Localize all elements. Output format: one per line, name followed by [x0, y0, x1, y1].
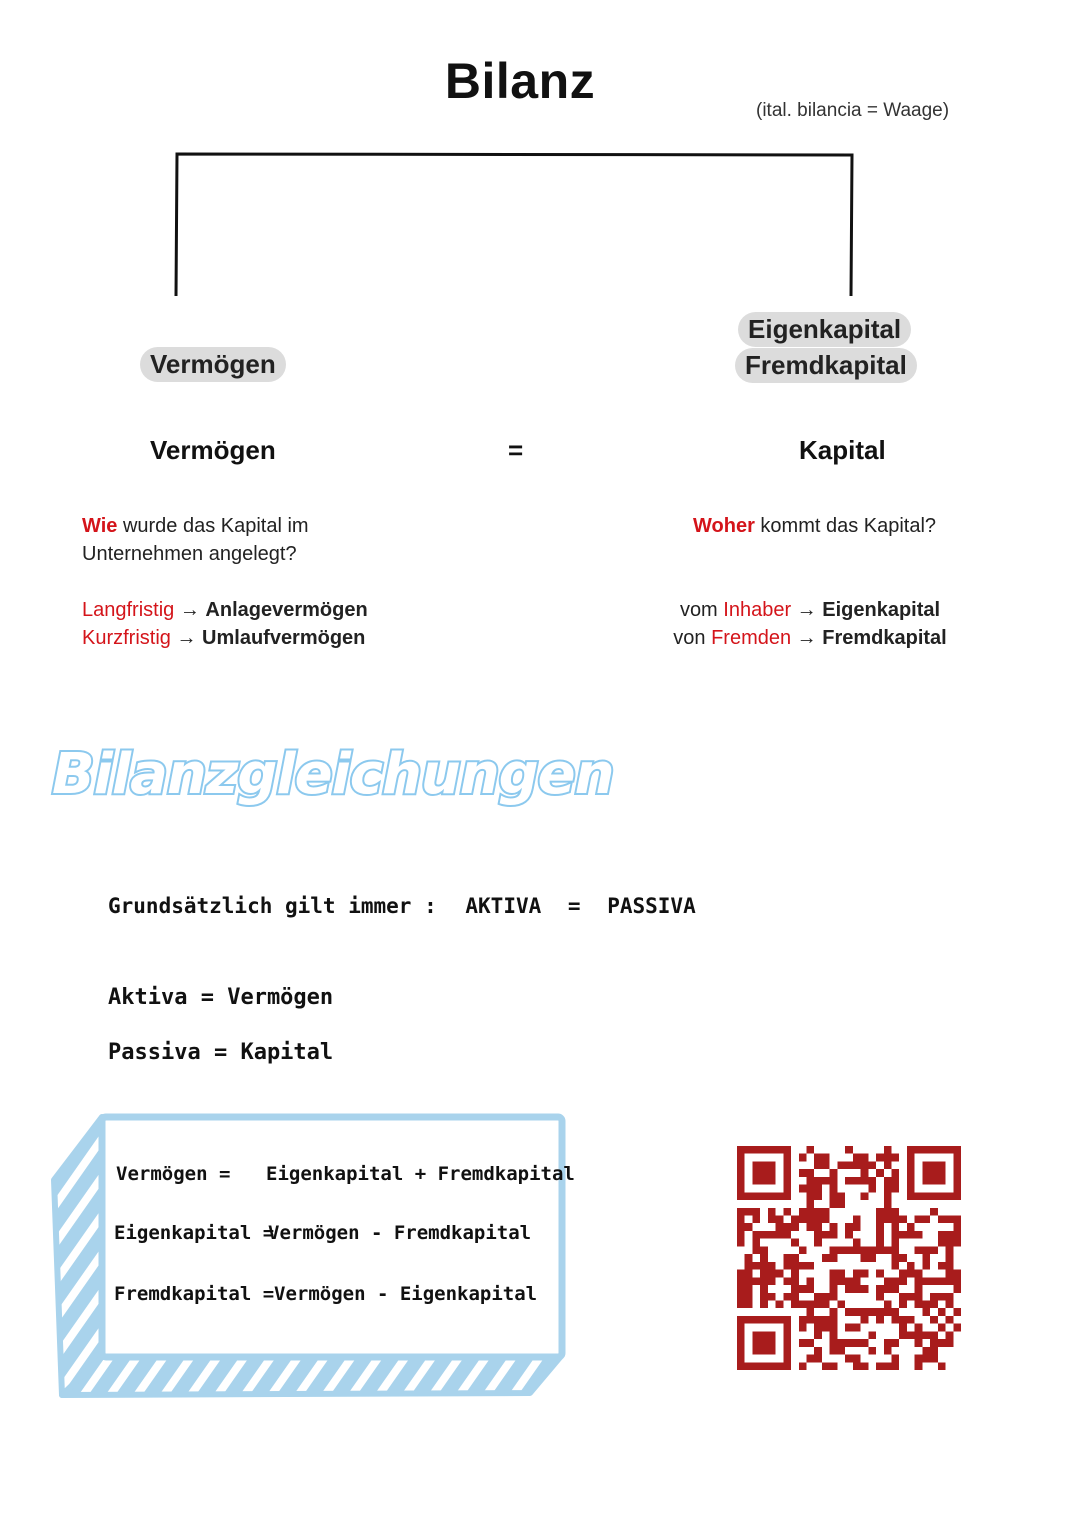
right-question-word: Woher [693, 515, 755, 537]
box-row-1-right: Eigenkapital + Fremdkapital [266, 1163, 575, 1185]
definition-aktiva: Aktiva = Vermögen [108, 985, 334, 1010]
right-question: Woher kommt das Kapital? [693, 515, 937, 537]
definition-passiva: Passiva = Kapital [108, 1040, 334, 1065]
right-terms: vom Inhaber → Eigenkapital von Fremden → Fremdkapital [673, 599, 947, 649]
box-row-2-left: Eigenkapital = [114, 1222, 275, 1244]
left-question: Wie wurde das Kapital im Unternehmen angelegt? [82, 515, 309, 565]
equation-box-frame [40, 1105, 580, 1410]
left-terms: Langfristig → Anlagevermögen Kurzfristig → Umlaufvermögen [82, 599, 368, 649]
box-row-3-left: Fremdkapital = [114, 1283, 275, 1305]
qr-code-icon [737, 1146, 961, 1370]
rule-line: Grundsätzlich gilt immer : AKTIVA = PASSIVA [108, 894, 696, 918]
box-row-2-right: Vermögen - Fremdkapital [268, 1222, 532, 1244]
equation-right: Kapital [799, 435, 886, 465]
pill-fremdkapital: Fremdkapital [735, 348, 917, 383]
section-heading: Bilanzgleichungen [52, 742, 614, 807]
tree-bracket [0, 0, 1080, 320]
equation-left: Vermögen [150, 435, 276, 465]
equation-sign: = [508, 435, 524, 465]
pill-vermoegen: Vermögen [140, 347, 286, 382]
pill-eigenkapital: Eigenkapital [738, 312, 911, 347]
box-row-1-left: Vermögen = [116, 1163, 231, 1185]
page-title: Bilanz [444, 53, 596, 109]
left-question-word: Wie [82, 515, 118, 537]
page-subtitle: (ital. bilancia = Waage) [756, 100, 950, 121]
box-row-3-right: Vermögen - Eigenkapital [274, 1283, 538, 1305]
